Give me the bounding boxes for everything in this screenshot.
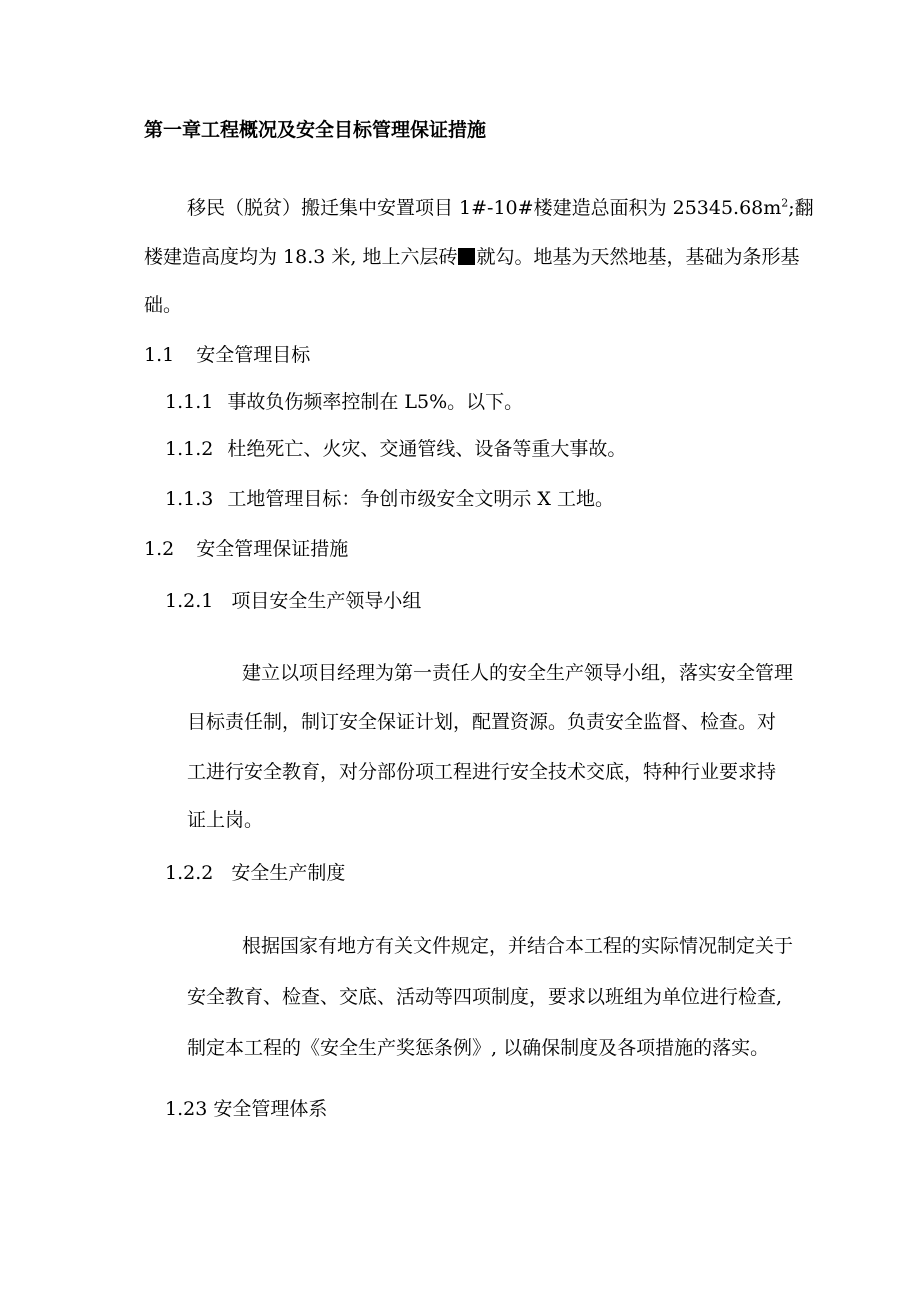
section-heading: 安全管理保证措施	[196, 538, 349, 560]
section-heading: 安全管理目标	[196, 344, 311, 366]
item-1-2-2	[165, 861, 345, 885]
para-1-2-1-line-3: 工进行安全教育，对分部份项工程进行安全技术交底，特种行业要求持	[187, 761, 777, 783]
intro-text-d: 就勾。地基为天然地基，基础为条形基	[476, 246, 800, 268]
section-1-1	[144, 343, 310, 367]
item-text: 工地管理目标：争创市级安全文明示 X 工地。	[227, 488, 614, 510]
para-1-2-2-line-2: 安全教育、检查、交底、活动等四项制度，要求以班组为单位进行检查,	[187, 986, 783, 1008]
para-1-2-1-line-4: 证上岗。	[187, 809, 264, 831]
intro-text-c: 楼建造高度均为 18.3 米, 地上六层砖	[144, 246, 458, 268]
item-number: 1.1.2	[165, 438, 214, 460]
item-text: 项目安全生产领导小组	[231, 590, 422, 612]
black-square-glyph	[458, 248, 475, 265]
section-number: 1.1	[144, 344, 175, 366]
para-1-2-2-line-3: 制定本工程的《安全生产奖惩条例》, 以确保制度及各项措施的落实。	[187, 1037, 770, 1059]
item-number: 1.2.2	[165, 862, 214, 884]
item-1-2-1	[165, 589, 421, 613]
item-text: 事故负伤频率控制在 L5%。以下。	[227, 391, 524, 413]
chapter-title: 第一章工程概况及安全目标管理保证措施	[144, 119, 487, 141]
superscript-2: 2	[781, 196, 789, 210]
item-text: 杜绝死亡、火灾、交通管线、设备等重大事故。	[227, 438, 627, 460]
intro-text-a: 移民（脱贫）搬迁集中安置项目 1#-10#楼建造总面积为 25345.68m	[187, 197, 782, 219]
item-text: 安全生产制度	[231, 862, 346, 884]
intro-line-3: 础。	[144, 294, 183, 316]
intro-text-b: ;翻	[788, 197, 814, 219]
intro-line-2	[144, 245, 799, 269]
para-1-2-1-line-1: 建立以项目经理为第一责任人的安全生产领导小组，落实安全管理	[242, 662, 794, 684]
section-number: 1.2	[144, 538, 175, 560]
intro-line-1	[187, 196, 814, 220]
para-1-2-1-line-2: 目标责任制，制订安全保证计划，配置资源。负责安全监督、检查。对	[187, 711, 777, 733]
para-1-2-2-line-1: 根据国家有地方有关文件规定，并结合本工程的实际情况制定关于	[242, 935, 794, 957]
item-number: 1.2.1	[165, 590, 214, 612]
section-1-2	[144, 537, 348, 561]
item-number: 1.1.3	[165, 488, 214, 510]
item-1-1-2	[165, 437, 626, 461]
item-1-1-3	[165, 487, 614, 511]
section-1-23: 1.23 安全管理体系	[165, 1098, 328, 1120]
item-number: 1.1.1	[165, 391, 214, 413]
item-1-1-1	[165, 390, 523, 414]
